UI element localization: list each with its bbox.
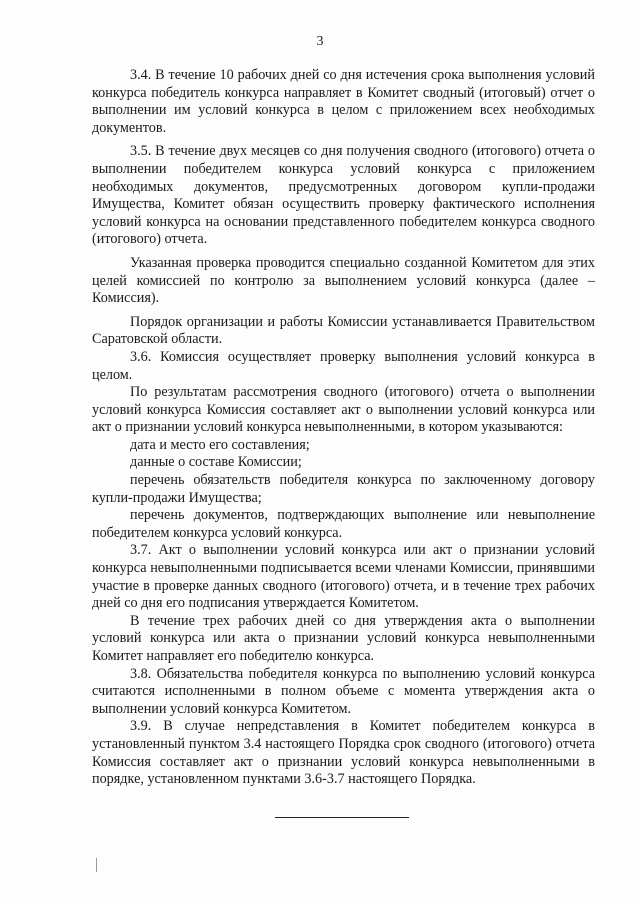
list-item-commission-members: данные о составе Комиссии; [130,454,302,471]
document-body [92,67,595,789]
page-number: 3 [316,34,324,49]
list-item-documents: перечень документов, подтверждающих выполнение или невыполнение победителем конкурса условий конкурса. [92,507,595,541]
list-item-date-place: дата и место его составления; [130,436,310,453]
closing-rule [275,817,409,818]
paragraph-3-6: 3.6. Комиссия осуществляет проверку выполнения условий конкурса в целом. [92,348,595,383]
paragraph-3-8: 3.8. Обязательства победителя конкурса по выполнению условий конкурса считаются исполненными в полном объеме с момента утверждения акта о выполнении условий конкурса Комитетом. [92,665,595,717]
paragraph-commission-order: Порядок организации и работы Комиссии устанавливается Правительством Саратовской области. [92,313,595,348]
paragraph-3-9: 3.9. В случае непредставления в Комитет победителем конкурса в установленный пунктом 3.4 настоящего Порядка срок сводного (итогового) отчета Комиссия составляет акт о признании условий конкурса невыполненными в порядке, установленном пунктами 3.6-3.7 настоящего Порядка. [92,718,595,788]
paragraph-3-7: 3.7. Акт о выполнении условий конкурса или акт о признании условий конкурса невыполненными подписывается всеми членами Комиссии, принявшими участие в проверке данных сводного (итогового) отчета, и в течение трех рабочих дней со дня его подписания утверждается Комитетом. [92,542,595,612]
paragraph-act-delivery: В течение трех рабочих дней со дня утверждения акта о выполнении условий конкурса или акта о признании условий конкурса невыполненными Комитет направляет его победителю конкурса. [92,612,595,664]
paragraph-3-4: 3.4. В течение 10 рабочих дней со дня истечения срока выполнения условий конкурса победитель конкурса направляет в Комитет сводный (итоговый) отчет о выполнении им условий конкурса в целом с приложением всех необходимых документов. [92,67,595,136]
paragraph-commission-check: Указанная проверка проводится специально созданной Комитетом для этих целей комиссией по контролю за выполнением условий конкурса (далее – Комиссия). [92,254,595,307]
scan-mark [96,858,97,872]
list-item-obligations: перечень обязательств победителя конкурса по заключенному договору купли-продажи Имущества; [92,472,595,506]
paragraph-report-review: По результатам рассмотрения сводного (итогового) отчета о выполнении условий конкурса Комиссия составляет акт о выполнении условий конкурса или акт о признании условий конкурса невыполненными, в котором указываются: [92,384,595,436]
paragraph-3-5: 3.5. В течение двух месяцев со дня получения сводного (итогового) отчета о выполнении победителем конкурса условий конкурса с приложением необходимых документов, предусмотренных договором купли-продажи Имущества, Комитет обязан осуществить проверку фактического исполнения условий конкурса на основании представленного победителем конкурса сводного (итогового) отчета. [92,143,595,248]
